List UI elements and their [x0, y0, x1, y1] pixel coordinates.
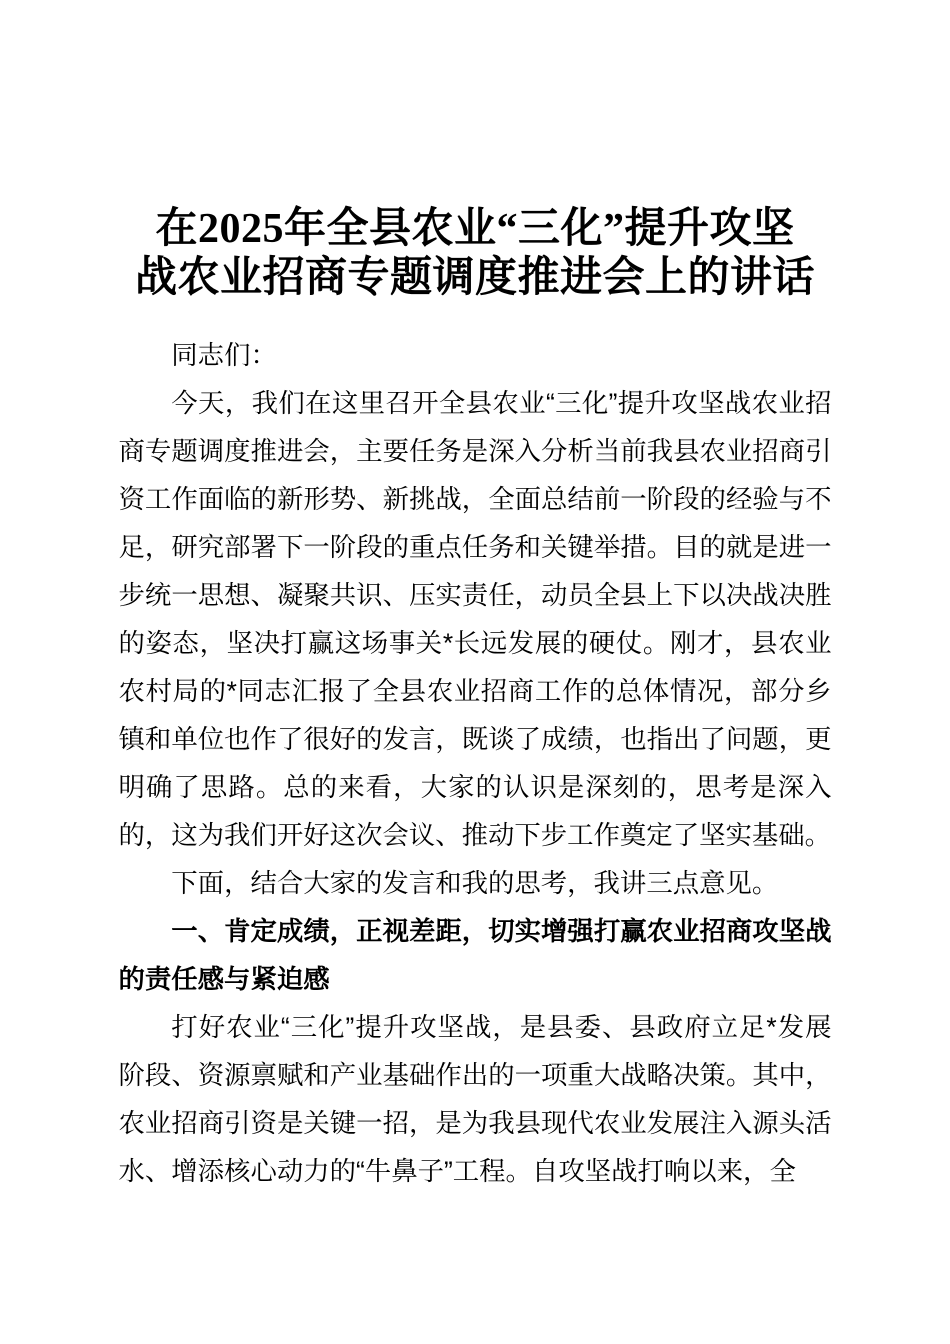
document-title: [119, 28, 832, 303]
document-body: [119, 331, 832, 1195]
document-title-line-1: 在2025年全县农业“三化”提升攻坚: [155, 206, 795, 253]
paragraph-opening: 今天，我们在这里召开全县农业“三化”提升攻坚战农业招商专题调度推进会，主要任务是深入分析当前我县农业招商引资工作面临的新形势、新挑战，全面总结前一阶段的经验与不足，研究部署下一阶段的重点任务和关键举措。目的就是进一步统一思想、凝聚共识、压实责任，动员全县上下以决战决胜的姿态，坚决打赢这场事关*长远发展的硬仗。刚才，县农业农村局的*同志汇报了全县农业招商工作的总体情况，部分乡镇和单位也作了很好的发言，既谈了成绩，也指出了问题，更明确了思路。总的来看，大家的认识是深刻的，思考是深入的，这为我们开好这次会议、推动下步工作奠定了坚实基础。: [118, 388, 832, 851]
paragraph-section-1-body: 打好农业“三化”提升攻坚战，是县委、县政府立足*发展阶段、资源禀赋和产业基础作出的一项重大战略决策。其中，农业招商引资是关键一招，是为我县现代农业发展注入源头活水、增添核心动力的“牛鼻子”工程。自攻坚战打响以来，全: [118, 1012, 832, 1187]
document-title-line-2: 战农业招商专题调度推进会上的讲话: [134, 255, 815, 302]
section-heading-1: 一、肯定成绩，正视差距，切实增强打赢农业招商攻坚战的责任感与紧迫感: [118, 916, 832, 995]
paragraph-salutation: 同志们：: [171, 340, 277, 371]
document-content: [119, 28, 832, 1195]
paragraph-transition: 下面，结合大家的发言和我的思考，我讲三点意见。: [171, 868, 779, 899]
